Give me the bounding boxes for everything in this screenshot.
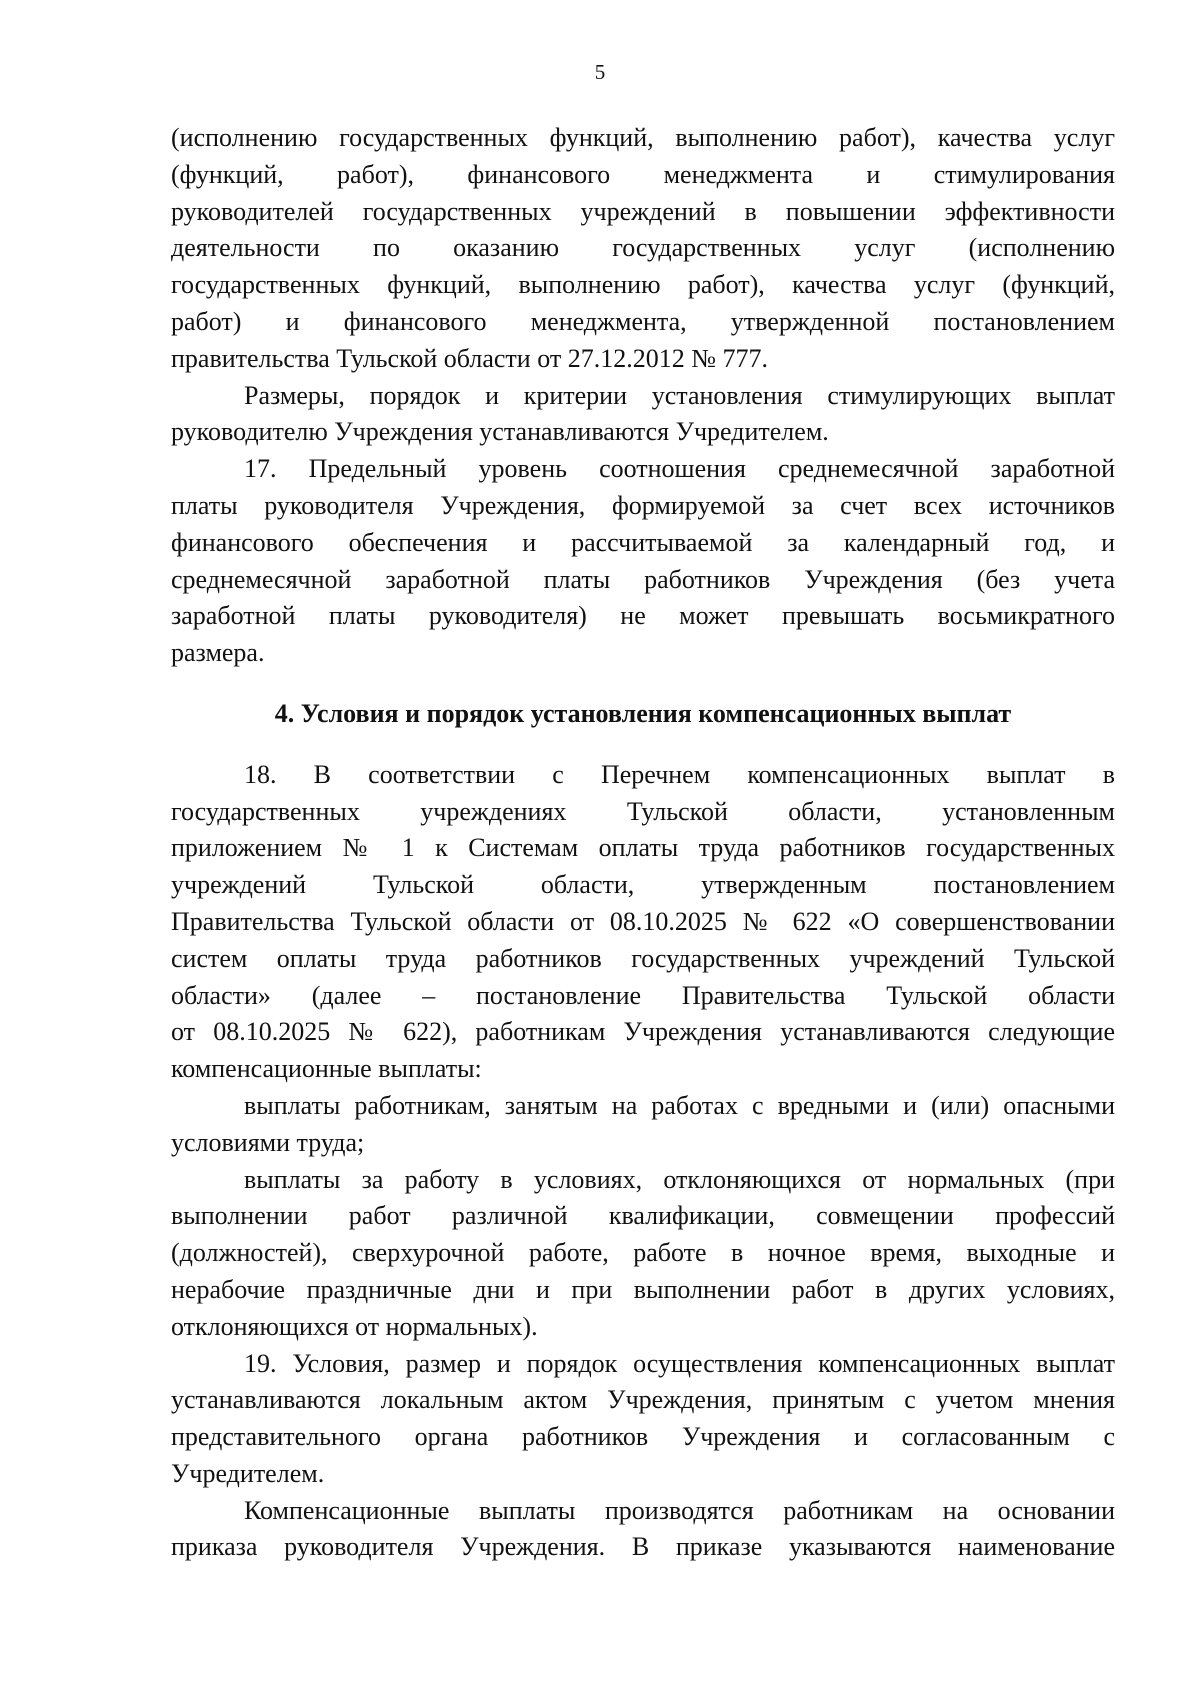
text-line: 17. Предельный уровень соотношения среднемесячной заработной (244, 454, 1115, 484)
text-line: 19. Условия, размер и порядок осуществления компенсационных выплат (244, 1348, 1115, 1378)
text-line: выполнении работ различной квалификации, совмещении профессий (171, 1201, 1115, 1231)
paragraphs-after-heading (171, 757, 1115, 1567)
text-line: руководителю Учреждения устанавливаются Учредителем. (171, 417, 829, 447)
text-line: отклоняющихся от нормальных). (171, 1311, 538, 1341)
text-line: (функций, работ), финансового менеджмента и стимулирования (171, 159, 1115, 189)
text-line: выплаты работникам, занятым на работах с вредными и (или) опасными (244, 1090, 1115, 1120)
text-line: правительства Тульской области от 27.12.2012 № 777. (171, 343, 769, 373)
text-line: деятельности по оказанию государственных услуг (исполнению (171, 233, 1115, 263)
text-line: (должностей), сверхурочной работе, работе в ночное время, выходные и (171, 1238, 1115, 1268)
text-line: платы руководителя Учреждения, формируемой за счет всех источников (171, 490, 1115, 520)
text-line: систем оплаты труда работников государственных учреждений Тульской (171, 943, 1115, 973)
paragraph (171, 1493, 1115, 1567)
paragraph (171, 1088, 1115, 1162)
text-line: размера. (171, 638, 265, 668)
text-line: приложением № 1 к Системам оплаты труда работников государственных (171, 833, 1115, 863)
paragraphs-before-heading (171, 120, 1115, 672)
text-line: Компенсационные выплаты производятся работникам на основании (244, 1495, 1115, 1525)
text-line: (исполнению государственных функций, выполнению работ), качества услуг (171, 123, 1115, 152)
paragraph (171, 1162, 1115, 1346)
text-line: заработной платы руководителя) не может превышать восьмикратного (171, 601, 1115, 631)
text-line: государственных функций, выполнению работ), качества услуг (функций, (171, 270, 1115, 300)
text-line: компенсационные выплаты: (171, 1054, 482, 1084)
text-line: среднемесячной заработной платы работников Учреждения (без учета (171, 564, 1115, 594)
text-line: приказа руководителя Учреждения. В приказе указываются наименование (171, 1532, 1115, 1562)
text-line: Учредителем. (171, 1458, 325, 1488)
text-line: от 08.10.2025 № 622), работникам Учреждения устанавливаются следующие (171, 1017, 1115, 1047)
text-line: нерабочие праздничные дни и при выполнении работ в других условиях, (171, 1274, 1115, 1304)
paragraph (171, 378, 1115, 452)
document-body (171, 120, 1115, 1566)
text-line: представительного органа работников Учреждения и согласованным с (171, 1422, 1115, 1452)
text-line: государственных учреждениях Тульской области, установленным (171, 796, 1115, 826)
text-line: финансового обеспечения и рассчитываемой за календарный год, и (171, 527, 1115, 557)
text-line: Правительства Тульской области от 08.10.2025 № 622 «О совершенствовании (171, 906, 1115, 936)
text-line: условиями труда; (171, 1127, 365, 1157)
text-line: Размеры, порядок и критерии установления стимулирующих выплат (244, 380, 1115, 410)
text-line: учреждений Тульской области, утвержденным постановлением (171, 870, 1115, 900)
paragraph (171, 1346, 1115, 1493)
text-line: устанавливаются локальным актом Учреждения, принятым с учетом мнения (171, 1385, 1115, 1415)
text-line: 18. В соответствии с Перечнем компенсационных выплат в (244, 759, 1115, 789)
page-number: 5 (594, 60, 606, 84)
text-line: работ) и финансового менеджмента, утвержденной постановлением (171, 306, 1115, 336)
text-line: выплаты за работу в условиях, отклоняющихся от нормальных (при (244, 1164, 1115, 1194)
paragraph (171, 451, 1115, 672)
text-line: области» (далее – постановление Правительства Тульской области (171, 980, 1115, 1010)
paragraph (171, 757, 1115, 1088)
section-heading: 4. Условия и порядок установления компенсационных выплат (274, 698, 1012, 728)
text-line: руководителей государственных учреждений в повышении эффективности (171, 196, 1115, 226)
paragraph (171, 120, 1115, 378)
